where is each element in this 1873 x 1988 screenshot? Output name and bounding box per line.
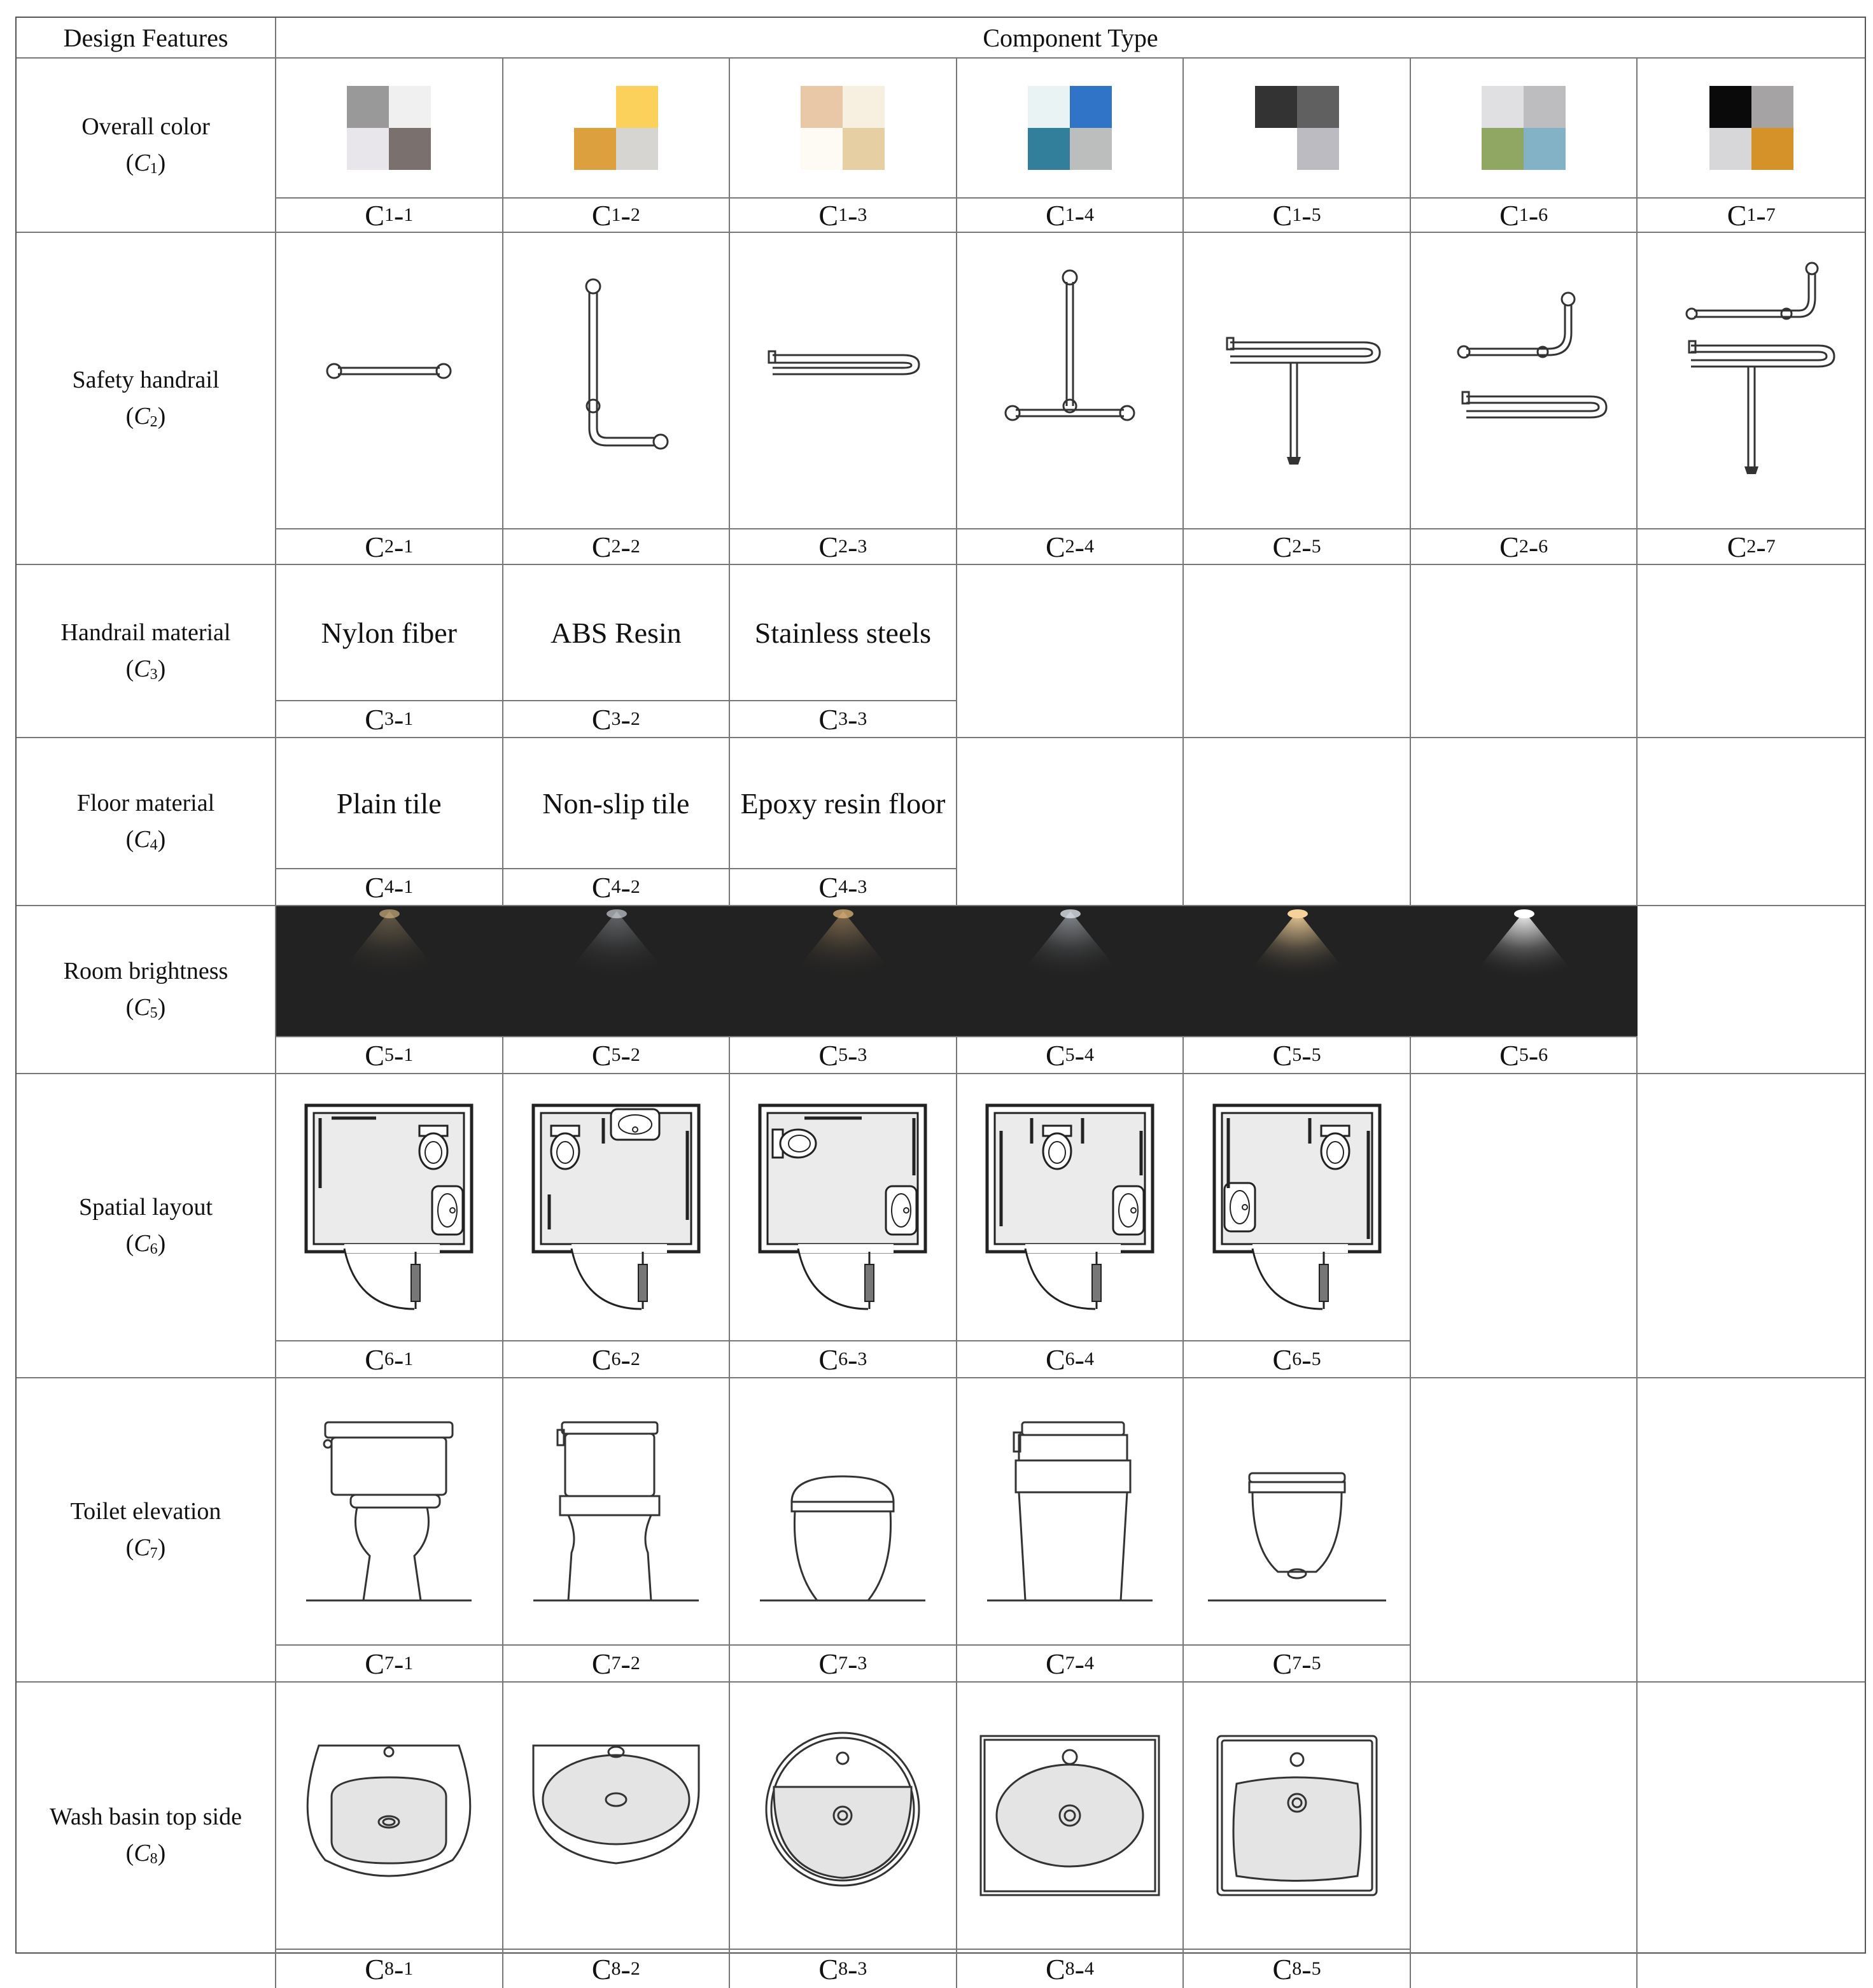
component-C8-2: [503, 1683, 731, 1950]
feature-safety-handrail: [17, 233, 276, 565]
handrail-drawing: [1656, 247, 1847, 514]
swatch-square: [1482, 86, 1524, 128]
component-code: C 2 - 1: [276, 529, 503, 565]
feature-overall-color: [17, 59, 276, 233]
swatch-square: [1297, 128, 1339, 170]
component-C3-1: [276, 565, 503, 701]
component-code: C 3 - 1: [276, 701, 503, 738]
component-C1-3: [730, 59, 957, 199]
component-C6-3: [730, 1074, 957, 1341]
component-code: C 1 - 5: [1184, 199, 1411, 233]
component-code: C 7 - 1: [276, 1646, 503, 1683]
component-code: C 5 - 6: [1411, 1037, 1638, 1074]
color-swatch: [1709, 86, 1793, 170]
wash-basin-drawing: [508, 1720, 724, 1911]
component-code: C 5 - 3: [730, 1037, 957, 1074]
component-C2-3: [730, 233, 957, 529]
feature-name: Handrail material: [60, 619, 231, 646]
feature-wash-basin-top-side: [17, 1683, 276, 1988]
component-C7-3: [730, 1378, 957, 1646]
material-label: Plain tile: [336, 787, 442, 820]
component-C2-7: [1638, 233, 1865, 529]
component-code: C 1 - 6: [1411, 199, 1638, 233]
swatch-square: [347, 86, 389, 128]
floor-plan-drawing: [1189, 1093, 1405, 1322]
feature-symbol: (C6): [125, 1230, 166, 1257]
wash-basin-drawing: [734, 1720, 951, 1911]
component-code: C 5 - 2: [503, 1037, 731, 1074]
feature-toilet-elevation: [17, 1378, 276, 1683]
component-C1-5: [1184, 59, 1411, 199]
material-label: Nylon fiber: [321, 616, 457, 649]
component-code: C 8 - 3: [730, 1950, 957, 1988]
material-label: ABS Resin: [550, 616, 682, 649]
handrail-drawing: [1202, 247, 1392, 514]
empty-cell: [1184, 565, 1411, 738]
component-code: C 6 - 5: [1184, 1341, 1411, 1378]
component-code: C 8 - 5: [1184, 1950, 1411, 1988]
wash-basin-drawing: [1189, 1720, 1405, 1911]
floor-plan-drawing: [962, 1093, 1178, 1322]
component-C7-5: [1184, 1378, 1411, 1646]
component-C5-5: [1184, 906, 1411, 1037]
component-code: C 4 - 3: [730, 869, 957, 906]
feature-symbol: (C4): [125, 826, 166, 853]
light-cone: [294, 906, 485, 1036]
empty-cell: [1638, 1378, 1865, 1683]
empty-cell: [1638, 565, 1865, 738]
toilet-elevation-drawing: [962, 1410, 1178, 1613]
feature-name: Toilet elevation: [70, 1498, 221, 1525]
swatch-square: [1028, 128, 1070, 170]
swatch-square: [1255, 128, 1297, 170]
swatch-square: [843, 128, 885, 170]
swatch-square: [389, 86, 431, 128]
swatch-square: [843, 86, 885, 128]
swatch-square: [574, 128, 616, 170]
toilet-elevation-drawing: [508, 1410, 724, 1613]
feature-name: Spatial layout: [78, 1194, 213, 1221]
header-design-features: Design Features: [17, 18, 276, 59]
light-cone: [521, 906, 712, 1036]
component-C8-4: [957, 1683, 1184, 1950]
wash-basin-drawing: [962, 1720, 1178, 1911]
feature-floor-material: [17, 738, 276, 906]
handrail-drawing: [293, 247, 484, 514]
component-code: C 8 - 2: [503, 1950, 731, 1988]
empty-cell: [1411, 1683, 1638, 1988]
swatch-square: [1297, 86, 1339, 128]
component-code: C 1 - 3: [730, 199, 957, 233]
toilet-elevation-drawing: [281, 1410, 497, 1613]
swatch-square: [1255, 86, 1297, 128]
light-cone: [1202, 906, 1393, 1036]
feature-symbol: (C2): [125, 403, 166, 430]
swatch-square: [347, 128, 389, 170]
component-C2-1: [276, 233, 503, 529]
light-cone: [1429, 906, 1620, 1036]
empty-cell: [1638, 1683, 1865, 1988]
swatch-square: [801, 86, 843, 128]
component-code: C 1 - 4: [957, 199, 1184, 233]
toilet-elevation-drawing: [1189, 1410, 1405, 1613]
component-C6-4: [957, 1074, 1184, 1341]
component-C1-6: [1411, 59, 1638, 199]
feature-symbol: (C8): [125, 1840, 166, 1867]
component-C6-2: [503, 1074, 731, 1341]
swatch-square: [1751, 128, 1793, 170]
component-code: C 2 - 4: [957, 529, 1184, 565]
component-code: C 8 - 1: [276, 1950, 503, 1988]
component-C4-3: [730, 738, 957, 869]
feature-symbol: (C5): [125, 994, 166, 1021]
swatch-square: [1070, 128, 1112, 170]
feature-symbol: (C1): [125, 150, 166, 177]
component-C7-2: [503, 1378, 731, 1646]
swatch-square: [1482, 128, 1524, 170]
component-C3-3: [730, 565, 957, 701]
handrail-drawing: [1428, 247, 1619, 514]
component-code: C 6 - 1: [276, 1341, 503, 1378]
component-C1-7: [1638, 59, 1865, 199]
component-C5-3: [730, 906, 957, 1037]
feature-symbol: (C7): [125, 1534, 166, 1562]
wash-basin-drawing: [281, 1720, 497, 1911]
component-C5-6: [1411, 906, 1638, 1037]
component-code: C 4 - 2: [503, 869, 731, 906]
component-code: C 6 - 2: [503, 1341, 731, 1378]
component-code: C 2 - 7: [1638, 529, 1865, 565]
empty-cell: [957, 565, 1184, 738]
color-swatch: [1482, 86, 1566, 170]
component-code: C 6 - 3: [730, 1341, 957, 1378]
component-C7-4: [957, 1378, 1184, 1646]
floor-plan-drawing: [734, 1093, 951, 1322]
material-label: Epoxy resin floor: [740, 787, 946, 820]
floor-plan-drawing: [281, 1093, 497, 1322]
design-features-table: [15, 17, 1866, 1985]
feature-name: Overall color: [81, 113, 210, 140]
component-C1-4: [957, 59, 1184, 199]
material-label: Stainless steels: [754, 616, 932, 649]
feature-name: Safety handrail: [72, 367, 220, 393]
feature-symbol: (C3): [125, 655, 166, 683]
component-C8-5: [1184, 1683, 1411, 1950]
feature-name: Wash basin top side: [50, 1803, 242, 1830]
component-code: C 7 - 3: [730, 1646, 957, 1683]
swatch-square: [1070, 86, 1112, 128]
component-code: C 1 - 1: [276, 199, 503, 233]
component-code: C 5 - 4: [957, 1037, 1184, 1074]
component-C2-5: [1184, 233, 1411, 529]
empty-cell: [1411, 1378, 1638, 1683]
component-code: C 7 - 2: [503, 1646, 731, 1683]
swatch-square: [1751, 86, 1793, 128]
material-label: Non-slip tile: [542, 787, 690, 820]
empty-cell: [1638, 906, 1865, 1074]
component-C2-2: [503, 233, 731, 529]
swatch-square: [1524, 86, 1566, 128]
feature-spatial-layout: [17, 1074, 276, 1378]
component-C8-3: [730, 1683, 957, 1950]
swatch-square: [1028, 86, 1070, 128]
component-C2-4: [957, 233, 1184, 529]
handrail-drawing: [521, 247, 712, 514]
component-code: C 4 - 1: [276, 869, 503, 906]
empty-cell: [1184, 738, 1411, 906]
component-code: C 5 - 1: [276, 1037, 503, 1074]
component-code: C 7 - 4: [957, 1646, 1184, 1683]
component-C8-1: [276, 1683, 503, 1950]
handrail-drawing: [974, 247, 1165, 514]
component-code: C 1 - 7: [1638, 199, 1865, 233]
component-C4-1: [276, 738, 503, 869]
swatch-square: [801, 128, 843, 170]
color-swatch: [801, 86, 885, 170]
feature-name: Room brightness: [63, 958, 228, 984]
swatch-square: [616, 86, 658, 128]
component-C2-6: [1411, 233, 1638, 529]
component-code: C 2 - 5: [1184, 529, 1411, 565]
floor-plan-drawing: [508, 1093, 724, 1322]
component-C3-2: [503, 565, 731, 701]
component-code: C 8 - 4: [957, 1950, 1184, 1988]
empty-cell: [1411, 1074, 1638, 1378]
component-C5-4: [957, 906, 1184, 1037]
empty-cell: [1411, 738, 1638, 906]
light-cone: [975, 906, 1166, 1036]
empty-cell: [1638, 1074, 1865, 1378]
component-code: C 7 - 5: [1184, 1646, 1411, 1683]
component-C6-1: [276, 1074, 503, 1341]
color-swatch: [347, 86, 431, 170]
empty-cell: [957, 738, 1184, 906]
component-code: C 1 - 2: [503, 199, 731, 233]
component-code: C 3 - 2: [503, 701, 731, 738]
swatch-square: [389, 128, 431, 170]
component-code: C 2 - 6: [1411, 529, 1638, 565]
color-swatch: [1028, 86, 1112, 170]
component-C5-2: [503, 906, 731, 1037]
feature-room-brightness: [17, 906, 276, 1074]
color-swatch: [1255, 86, 1339, 170]
swatch-square: [1709, 128, 1751, 170]
component-C5-1: [276, 906, 503, 1037]
feature-name: Floor material: [76, 790, 215, 816]
swatch-square: [616, 128, 658, 170]
component-C6-5: [1184, 1074, 1411, 1341]
component-code: C 2 - 2: [503, 529, 731, 565]
empty-cell: [1411, 565, 1638, 738]
handrail-drawing: [747, 247, 938, 514]
swatch-square: [1709, 86, 1751, 128]
component-code: C 2 - 3: [730, 529, 957, 565]
swatch-square: [1524, 128, 1566, 170]
component-code: C 6 - 4: [957, 1341, 1184, 1378]
swatch-square: [574, 86, 616, 128]
light-cone: [748, 906, 939, 1036]
header-component-type: Component Type: [276, 18, 1865, 59]
component-code: C 5 - 5: [1184, 1037, 1411, 1074]
empty-cell: [1638, 738, 1865, 906]
toilet-elevation-drawing: [734, 1410, 951, 1613]
feature-handrail-material: [17, 565, 276, 738]
component-code: C 3 - 3: [730, 701, 957, 738]
component-C1-2: [503, 59, 731, 199]
component-C7-1: [276, 1378, 503, 1646]
color-swatch: [574, 86, 658, 170]
component-C1-1: [276, 59, 503, 199]
component-C4-2: [503, 738, 731, 869]
